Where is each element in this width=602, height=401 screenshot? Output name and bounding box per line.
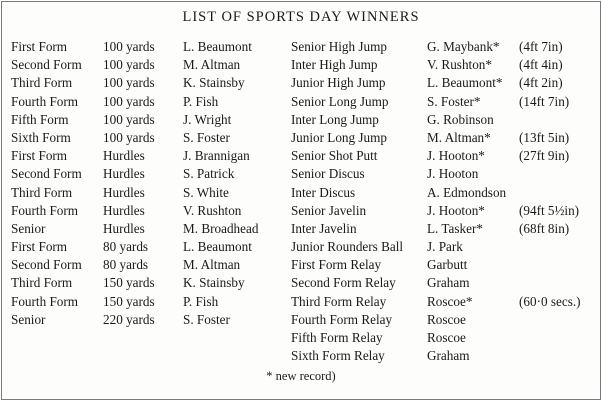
left-form-cell-16: Senior <box>11 311 46 327</box>
right-result-cell-14 <box>519 274 581 292</box>
right-winner-cell-5: G. Robinson <box>427 111 494 127</box>
right-event-cell-11: Inter Javelin <box>291 220 357 236</box>
right-event-cell-12: Junior Rounders Ball <box>291 239 404 255</box>
footnote: * new record) <box>266 369 336 383</box>
right-event-cell-8: Senior Discus <box>291 166 365 182</box>
right-winner-cell-3: L. Beaumont* <box>427 75 503 91</box>
right-event-cell-15: Third Form Relay <box>291 293 387 309</box>
left-event-cell-5: 100 yards <box>103 111 155 127</box>
right-result-cell-2: (4ft 4in) <box>519 57 563 73</box>
right-result-cell-7: (27ft 9in) <box>519 148 570 164</box>
left-event-cell-1: 100 yards <box>103 39 155 54</box>
left-event-cell-9: Hurdles <box>103 184 145 200</box>
right-event-cell-10: Senior Javelin <box>291 202 367 218</box>
left-event-cell-10: Hurdles <box>103 202 145 218</box>
right-event-cell-1: Senior High Jump <box>291 39 387 54</box>
right-result-cell-15: (60·0 secs.) <box>519 293 581 309</box>
left-event-column <box>103 38 155 329</box>
left-winner-cell-5: J. Wright <box>183 111 232 127</box>
page-title: LIST OF SPORTS DAY WINNERS <box>182 9 420 25</box>
right-winner-cell-16: Roscoe <box>427 311 466 327</box>
left-event-cell-11: Hurdles <box>103 220 145 236</box>
left-form-cell-15: Fourth Form <box>11 293 79 309</box>
left-form-cell-14: Third Form <box>11 275 73 291</box>
left-event-cell-7: Hurdles <box>103 148 145 164</box>
left-form-cell-7: First Form <box>11 148 68 164</box>
left-event-cell-8: Hurdles <box>103 166 145 182</box>
left-form-cell-6: Sixth Form <box>11 129 71 145</box>
right-event-cell-14: Second Form Relay <box>291 275 396 291</box>
left-form-cell-10: Fourth Form <box>11 202 79 218</box>
right-winner-cell-9: A. Edmondson <box>427 184 507 200</box>
left-form-cell-3: Third Form <box>11 75 73 91</box>
left-winner-cell-12: L. Beaumont <box>183 239 252 255</box>
right-result-cell-10: (94ft 5½in) <box>519 202 580 218</box>
right-event-cell-6: Junior Long Jump <box>291 129 387 145</box>
right-event-cell-3: Junior High Jump <box>291 75 386 91</box>
right-event-cell-7: Senior Shot Putt <box>291 148 378 164</box>
left-winner-cell-7: J. Brannigan <box>183 148 250 164</box>
left-winner-column <box>183 38 258 329</box>
right-event-cell-18: Sixth Form Relay <box>291 348 385 364</box>
left-winner-cell-6: S. Foster <box>183 129 230 145</box>
right-winner-cell-8: J. Hooton <box>427 166 479 182</box>
left-form-cell-11: Senior <box>11 220 46 236</box>
right-winner-cell-2: V. Rushton* <box>427 57 492 73</box>
right-winner-cell-17: Roscoe <box>427 330 466 345</box>
right-winner-cell-1: G. Maybank* <box>427 39 500 54</box>
right-winner-cell-18: Graham <box>427 348 470 364</box>
right-winner-cell-11: L. Tasker* <box>427 220 483 236</box>
right-result-cell-16 <box>519 311 581 329</box>
left-event-cell-16: 220 yards <box>103 311 155 327</box>
left-form-cell-5: Fifth Form <box>11 111 69 127</box>
left-event-cell-12: 80 yards <box>103 239 149 255</box>
right-winner-cell-4: S. Foster* <box>427 93 481 109</box>
left-event-cell-3: 100 yards <box>103 75 155 91</box>
right-result-cell-5 <box>519 111 581 129</box>
right-event-cell-9: Inter Discus <box>291 184 356 200</box>
right-result-cell-6: (13ft 5in) <box>519 129 570 145</box>
right-result-cell-12 <box>519 238 581 256</box>
right-winner-cell-6: M. Altman* <box>427 129 491 145</box>
right-event-cell-16: Fourth Form Relay <box>291 311 393 327</box>
left-form-cell-13: Second Form <box>11 257 82 273</box>
left-winner-cell-13: M. Altman <box>183 257 241 273</box>
left-form-cell-12: First Form <box>11 239 68 255</box>
left-winner-cell-2: M. Altman <box>183 57 241 73</box>
left-form-cell-2: Second Form <box>11 57 82 73</box>
right-result-cell-1: (4ft 7in) <box>519 39 563 54</box>
left-winner-cell-14: K. Stainsby <box>183 275 245 291</box>
right-result-cell-4: (14ft 7in) <box>519 93 570 109</box>
right-winner-cell-14: Graham <box>427 275 470 291</box>
right-winner-cell-13: Garbutt <box>427 257 468 273</box>
right-result-cell-18 <box>519 347 581 365</box>
left-event-cell-6: 100 yards <box>103 129 155 145</box>
right-result-cell-8 <box>519 165 581 183</box>
right-result-cell-3: (4ft 2in) <box>519 75 563 91</box>
right-result-cell-13 <box>519 256 581 274</box>
left-form-cell-9: Third Form <box>11 184 73 200</box>
left-event-cell-15: 150 yards <box>103 293 155 309</box>
left-winner-cell-3: K. Stainsby <box>183 75 245 91</box>
right-result-cell-9 <box>519 184 581 202</box>
right-winner-cell-15: Roscoe* <box>427 293 473 309</box>
left-event-cell-2: 100 yards <box>103 57 155 73</box>
left-event-cell-14: 150 yards <box>103 275 155 291</box>
left-winner-cell-4: P. Fish <box>183 93 219 109</box>
left-event-cell-13: 80 yards <box>103 257 149 273</box>
right-event-cell-17: Fifth Form Relay <box>291 330 383 345</box>
right-result-cell-17 <box>519 329 581 347</box>
right-winner-cell-7: J. Hooton* <box>427 148 485 164</box>
right-winner-cell-10: J. Hooton* <box>427 202 485 218</box>
right-event-cell-2: Inter High Jump <box>291 57 378 73</box>
right-event-cell-13: First Form Relay <box>291 257 382 273</box>
left-form-cell-4: Fourth Form <box>11 93 79 109</box>
left-winner-cell-1: L. Beaumont <box>183 39 252 54</box>
right-event-cell-5: Inter Long Jump <box>291 111 379 127</box>
left-winner-cell-8: S. Patrick <box>183 166 235 182</box>
left-form-cell-1: First Form <box>11 39 68 54</box>
left-form-column <box>11 38 82 329</box>
left-winner-cell-16: S. Foster <box>183 311 230 327</box>
right-result-cell-11: (68ft 8in) <box>519 220 570 236</box>
right-winner-column <box>427 38 506 365</box>
right-event-cell-4: Senior Long Jump <box>291 93 389 109</box>
right-result-column <box>519 38 581 365</box>
left-winner-cell-11: M. Broadhead <box>183 220 259 236</box>
left-event-cell-4: 100 yards <box>103 93 155 109</box>
left-winner-cell-15: P. Fish <box>183 293 219 309</box>
right-winner-cell-12: J. Park <box>427 239 463 255</box>
left-winner-cell-10: V. Rushton <box>183 202 242 218</box>
left-winner-cell-9: S. White <box>183 184 229 200</box>
left-form-cell-8: Second Form <box>11 166 82 182</box>
right-event-column <box>291 38 403 365</box>
